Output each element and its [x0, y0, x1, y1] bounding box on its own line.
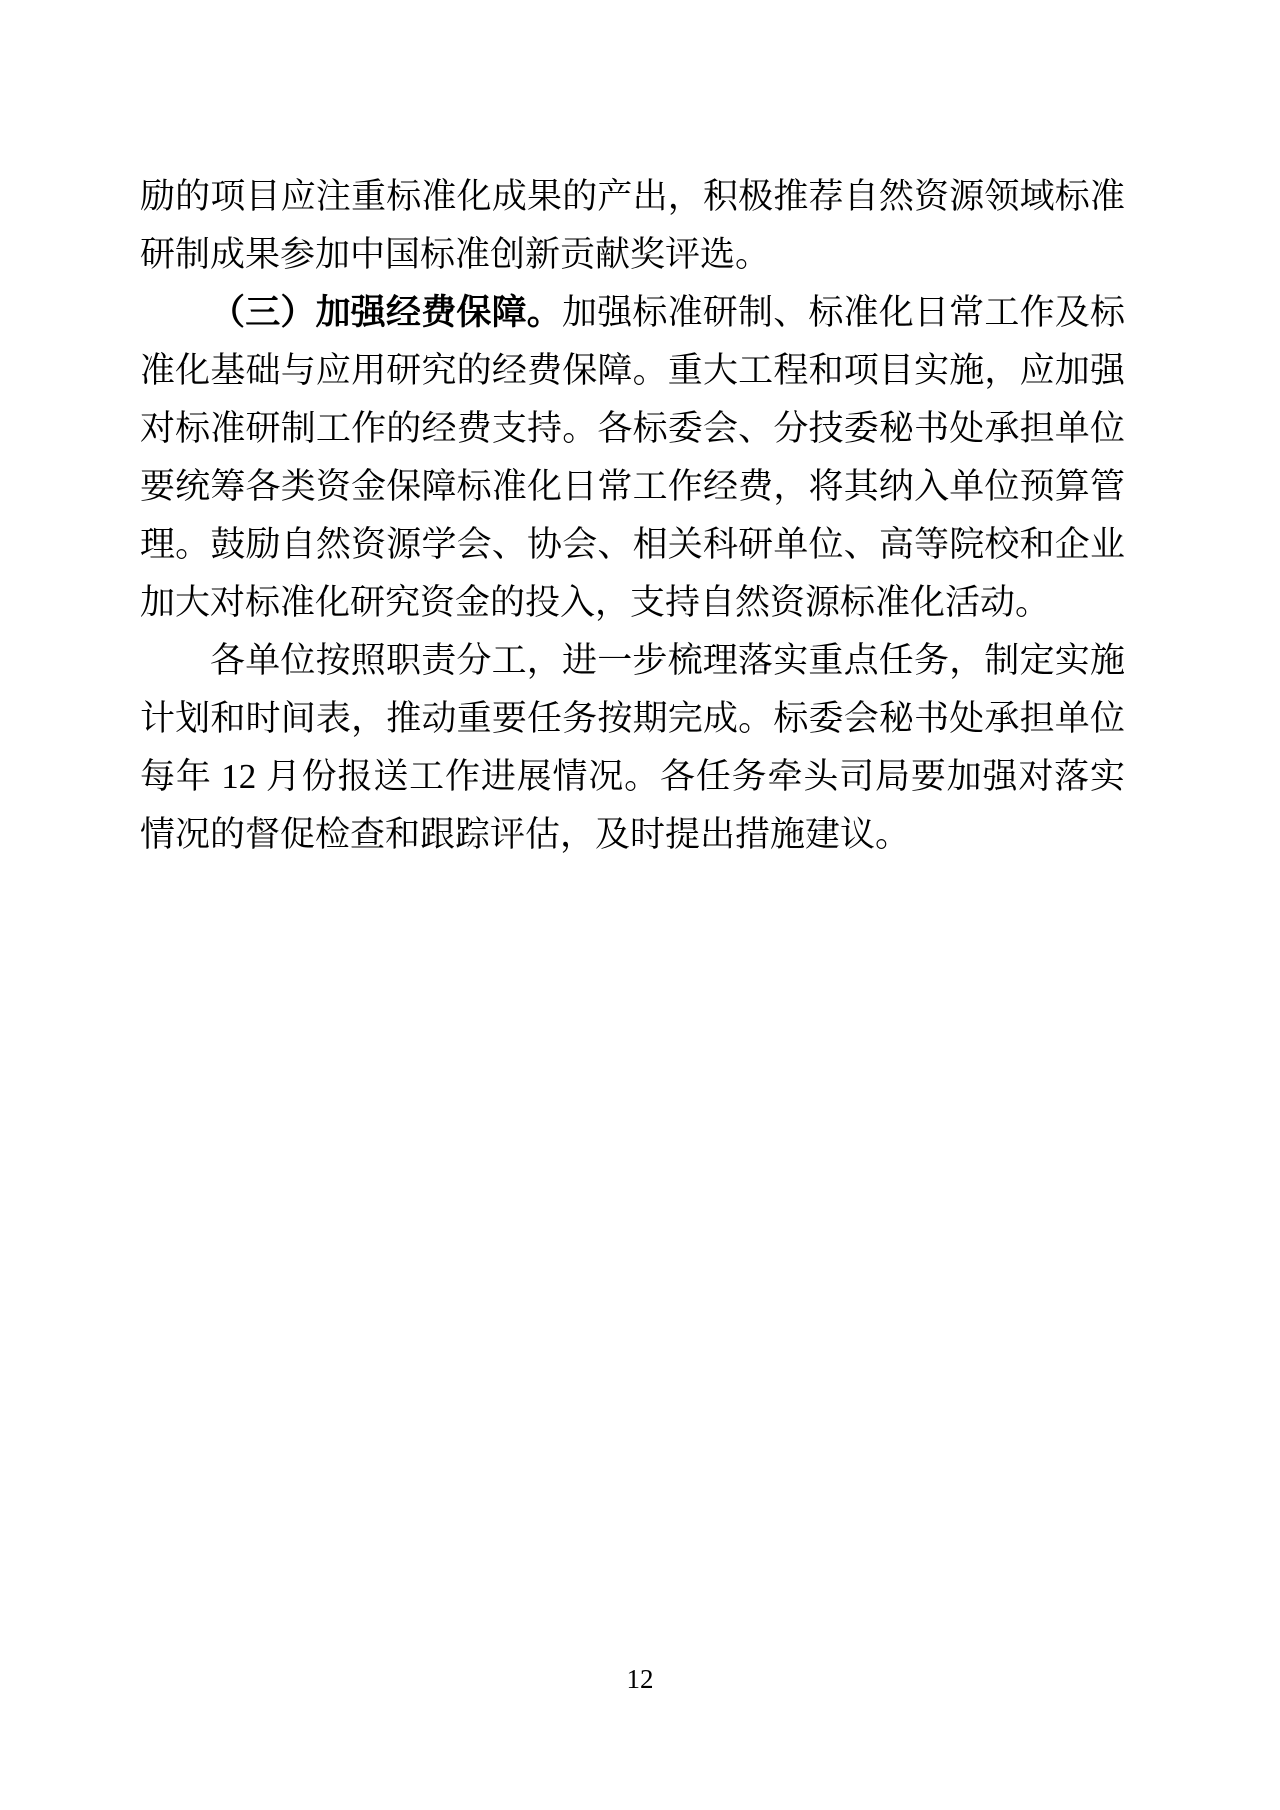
paragraph-3-line-3: 每年 12 月份报送工作进展情况。各任务牵头司局要加强对落实 — [140, 757, 1125, 796]
paragraph-3-line-1: 各单位按照职责分工，进一步梳理落实重点任务，制定实施 — [210, 641, 1125, 680]
paragraph-1-line-1: 励的项目应注重标准化成果的产出，积极推荐自然资源领域标准 — [140, 177, 1125, 216]
section-heading: （三）加强经费保障。 — [210, 293, 562, 332]
paragraph-3-line-4: 情况的督促检查和跟踪评估，及时提出措施建议。 — [140, 815, 911, 854]
page-number: 12 — [626, 1664, 654, 1694]
paragraph-2-line-3: 对标准研制工作的经费支持。各标委会、分技委秘书处承担单位 — [140, 409, 1125, 448]
paragraph-3-line-2: 计划和时间表，推动重要任务按期完成。标委会秘书处承担单位 — [140, 699, 1125, 738]
document-body — [140, 168, 1125, 864]
paragraph-2-line-6: 加大对标准化研究资金的投入，支持自然资源标准化活动。 — [140, 583, 1051, 622]
paragraph-2-line-1 — [140, 284, 1125, 342]
paragraph-1-line-2: 研制成果参加中国标准创新贡献奖评选。 — [140, 235, 771, 274]
paragraph-2-line-2: 准化基础与应用研究的经费保障。重大工程和项目实施，应加强 — [140, 351, 1125, 390]
paragraph-2-line-1-text: 加强标准研制、标准化日常工作及标 — [562, 293, 1125, 332]
paragraph-2-line-4: 要统筹各类资金保障标准化日常工作经费，将其纳入单位预算管 — [140, 467, 1125, 506]
paragraph-2-line-5: 理。鼓励自然资源学会、协会、相关科研单位、高等院校和企业 — [140, 525, 1125, 564]
